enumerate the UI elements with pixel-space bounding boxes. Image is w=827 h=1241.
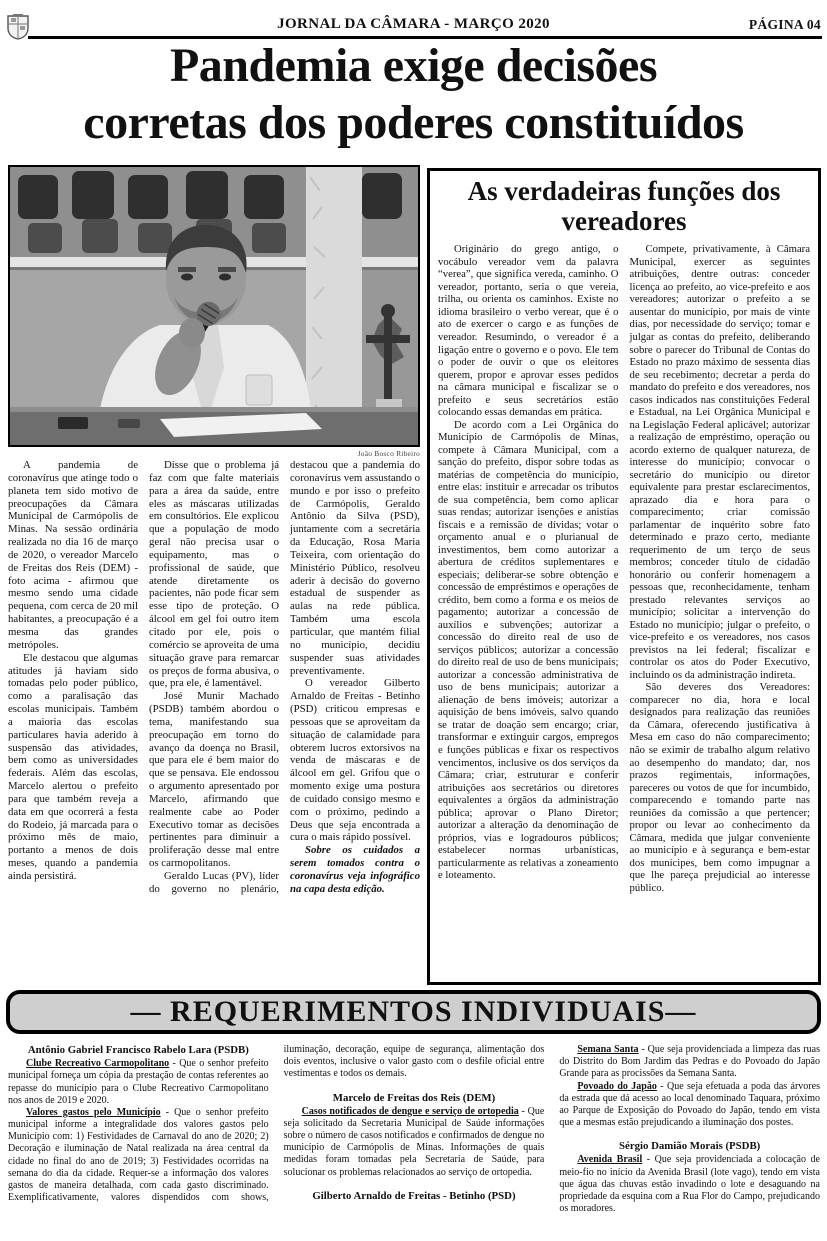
request-item bbox=[559, 1044, 820, 1081]
article-paragraph: A pandemia de coronavírus que atinge todo o planeta tem sido motivo de preocupações da Câmara Municipal de Carmópolis de Minas. Na sessão ordinária realizada no dia 16 de março de 2020, o vereador Marcelo de Freitas dos Reis (DEM) - foto acima - afirmou que mesmo sendo uma cidade pequena, com cerca de 20 mil habitantes, a preocupação é a mesma das grandes metrópoles. bbox=[8, 459, 138, 651]
author-heading: Antônio Gabriel Francisco Rabelo Lara (PSDB) bbox=[27, 1044, 249, 1056]
box-paragraph: Originário do grego antigo, o vocábulo vereador vem da palavra “verea”, que significa vereda, caminho. O vereador, portanto, seria o que vereia, trilha, ou orienta os caminhos. Existe no idioma brasileiro o verbo verear, que é o ato de exercer o cargo e as funções de vereador. Resumindo, o vereador é a ligação entre o governo e o povo. Ele tem o poder de ouvir o que os eleitores querem, propor e aprovar esses pedidos na câmara municipal e fiscalizar se o prefeito e seus secretários estão colocando essas demandas em prática. bbox=[438, 243, 619, 419]
article-paragraph: Geraldo Lucas (PV), líder do governo no plenário, destacou que a pandemia do coronavírus vem assustando o mundo e por isso o prefeito de Carmópolis, Geraldo Antônio da Silva (PSD), juntamente com a secretária da Educação, Rosa Maria Teixeira, com orientação do Ministério Público, resolveu aderir à decisão do governo estadual de suspender as aulas na rede pública. Também uma escola particular, que mantém filial no município, decidiu suspender suas atividades preventivamente. bbox=[149, 459, 420, 895]
request-text: - Que seja providenciada a limpeza das ruas do Distrito do Bom Jardim das Pedras e do Povoado do Japão Grande para as procissões da Semana Santa. bbox=[559, 1044, 820, 1080]
request-title: Semana Santa bbox=[577, 1044, 639, 1055]
request-text: - Que seja efetuada a poda das árvores da estrada que dá acesso ao local denominado Taquara, próximo ao Parque de Exposição do Povoado do Japão, tendo em vista que a mesmas estão prejudicando a iluminação dos postes. bbox=[559, 1080, 820, 1129]
article-paragraph: José Munir Machado (PSDB) também abordou o tema, manifestando sua preocupação em torno do avanço da doença no Brasil, que para ele é bem maior do que se pensava. Ele endossou o argumento apresentado por Marcelo, afirmando que realmente cabe ao Poder Executivo tomar as decisões pertinentes para diminuir a proliferação desse mal entre os carmopolitanos. bbox=[149, 690, 279, 870]
request-title: Povoado do Japão bbox=[577, 1080, 657, 1092]
author-heading: Gilberto Arnaldo de Freitas - Betinho (PSD) bbox=[312, 1189, 516, 1202]
author-heading: Marcelo de Freitas dos Reis (DEM) bbox=[332, 1091, 496, 1104]
request-item bbox=[559, 1081, 820, 1130]
requirements-banner bbox=[6, 990, 821, 1034]
request-text: - Que seja providenciada a colocação de meio-fio no início da Avenida Brasil (lote vago), tendo em vista que água das chuvas estão invadindo o lote e desaguando na propriedade da esquina com a Rua Flor do Campo, prejudicando os moradores. bbox=[559, 1154, 820, 1215]
functions-box-body bbox=[438, 243, 810, 985]
request-text: - Que o senhor prefeito municipal forneça um cópia da prestação de contas referentes ao repasse do município para o Clube Recreativo Carmopolitano nos anos de 2019 e 2020. bbox=[8, 1058, 269, 1106]
headline-line-1: Pandemia exige decisões bbox=[169, 39, 658, 92]
masthead-title: JORNAL DA CÂMARA - MARÇO 2020 bbox=[277, 16, 550, 32]
request-text: - Que o senhor prefeito municipal informe a integralidade dos valores gastos pelo Município com: 1) Festividades de Carnaval do ano de 2020; 2) Decoração e iluminação de Natal realizada na área central da cidade no final do ano de 2019; 3) Festividades ocorridas na semana do dia da cidade. Requer-se a informação dos valores gastos de maneira detalhada, com cada gasto discriminado. Exemplificativamente, valores dispendidos com shows, iluminação, decoração, equipe de segurança, alimentação dos dois eventos, inclusive o valor gasto com o desfile oficial entre vestimentas e todos os demais. bbox=[8, 1044, 545, 1204]
session-photo bbox=[8, 165, 420, 447]
article-paragraph: Disse que o problema já faz com que falte materiais para a área da saúde, entre eles as máscaras utilizadas em consultórios. Ele explicou que a população de modo geral não precisa usar o equipamento, mas o profissional de saúde, que atende diretamente os pacientes, não pode ficar sem esse tipo de proteção. O álcool em gel foi outro item citado por ele, pois o comércio se aproveita de uma situação grave para remarcar os preços de forma abusiva, o que, pra ele, é lamentável. bbox=[149, 459, 279, 690]
requirements-banner-label: — REQUERIMENTOS INDIVIDUAIS— bbox=[130, 995, 697, 1028]
headline-line-2: corretas dos poderes constituídos bbox=[83, 95, 744, 149]
page-number: PÁGINA 04 bbox=[748, 17, 821, 32]
box-paragraph: De acordo com a Lei Orgânica do Município de Carmópolis de Minas, compete à Câmara Municipal, com a sanção do prefeito, dispor sobre todas as matérias de competência do município, entre elas: instituir e arrecadar os tributos de sua competência, bem como aplicar suas rendas; autorizar isenções e anistias fiscais e a remissão de dívidas; votar o orçamento anual e o plurianual de investimentos, bem como autorizar a abertura de créditos suplementares e especiais; deliberar-se sobre obtenção e concessão de empréstimos e operações de crédito, bem como a forma e os meios de pagamento; autorizar a concessão de auxílios e subvenções; autorizar a concessão do direito real de uso de serviços públicos; autorizar a concessão do direito real de uso de bens municipais; autorizar a concessão administrativa de uso de bens municipais; autorizar a alienação de bens imóveis; autorizar a aquisição de bens imóveis, salvo quando se tratar de doação sem encargo; criar, transformar e extinguir cargos, empregos e funções públicas e fixar os respectivos vencimentos, inclusive os dos serviços da Câmara; criar, estruturar e conferir atribuições aos secretários ou diretores equivalentes a órgãos da administração pública; aprovar o Plano Diretor; autorizar a alteração da denominação de próprios, vias e logradouros públicos; estabelecer normas urbanísticas, particularmente as relativas a zoneamento e loteamento. bbox=[438, 418, 619, 882]
request-title: Casos notificados de dengue e serviço de ortopedia bbox=[301, 1105, 519, 1117]
author-heading: Sérgio Damião Morais (PSDB) bbox=[619, 1140, 761, 1153]
box-paragraph: Compete, privativamente, à Câmara Municipal, exercer as seguintes atribuições, dentre outras: conceder licença ao prefeito, ao vice-prefeito e aos vereadores; autorizar o prefeito a se ausentar do município, por mais de vinte dias, por necessidade do serviço; tomar e julgar as contas do prefeito, deliberando sobre o parecer do Tribunal de Contas do Estado no prazo máximo de sessenta dias de seu recebimento; decretar a perda do mandato do prefeito e dos vereadores, nos casos indicados nas constituições Federal e Estadual, na Lei Orgânica Municipal e na Legislação Federal aplicável; autorizar a realização de empréstimo, operação ou acordo externo de qualquer natureza, de interesse do município; convocar o secretário do município ou diretor equivalente para prestar esclarecimentos, aprazado dia e hora para o comparecimento; criar comissão parlamentar de inquérito sobre fato determinado e prazo certo, mediante requerimento de um terço de seus membros; conceder título de cidadão honorário ou conferir homenagem a pessoas que, reconhecidamente, tenham prestado relevantes serviços ao município; solicitar a intervenção do Estado no município; julgar o prefeito, o vice-prefeito e os vereadores, nos casos previstos na lei federal; fiscalizar e controlar os atos do Poder Executivo, incluindo os da administração indireta. bbox=[629, 243, 810, 681]
request-title: Avenida Brasil bbox=[577, 1154, 643, 1166]
request-text: - Que seja solicitado da Secretaria Municipal de Saúde informações sobre o número de casos notificados e confirmados de dengue no município de Carmópolis de Minas. Informações de quais medidas foram tomadas pela Secretaria de Saúde, para solucionar os problemas relacionados ao serviço de ortopedia. bbox=[283, 1105, 545, 1178]
requirements-columns bbox=[8, 1044, 820, 1241]
headline bbox=[0, 38, 827, 151]
request-title: Valores gastos pelo Município bbox=[26, 1106, 161, 1118]
page-header bbox=[0, 0, 827, 40]
request-item bbox=[284, 1106, 545, 1179]
request-item bbox=[8, 1058, 269, 1107]
photo-caption: João Bosco Ribeiro bbox=[357, 449, 420, 458]
main-article bbox=[8, 459, 420, 983]
box-paragraph: São deveres dos Vereadores: comparecer no dia, hora e local designados para realização das reuniões da Câmara, oferecendo justificativa à Mesa em caso do não comparecimento; não se eximir de trabalho algum relativo ao desempenho do mandato; dar, nos prazos regimentais, informações, pareceres ou votos de que for incumbido, comparecendo e tomando parte nas reuniões da comissão a que pertencer; propor ou levar ao conhecimento da Câmara, medida que julgar conveniente ao município e à segurança e bem-estar dos munícipes, bem como impugnar a que lhe pareça prejudicial ao interesse público. bbox=[629, 681, 810, 894]
request-title: Clube Recreativo Carmopolitano bbox=[26, 1058, 170, 1070]
article-closing-note: Sobre os cuidados a serem tomados contra o coronavírus veja infográfico na capa desta edição. bbox=[290, 844, 420, 895]
article-paragraph: O vereador Gilberto Arnaldo de Freitas - Betinho (PSD) criticou empresas e pessoas que se aproveitam da situação de calamidade para obterem lucros extorsivos na venda de máscaras e de álcool em gel. Grifou que o momento exige uma postura de cuidado consigo mesmo e com o próximo, pedindo a Deus que seja encontrada a cura o mais rápido possível. bbox=[290, 677, 420, 844]
functions-box-title: As verdadeiras funções dos vereadores bbox=[467, 176, 781, 236]
functions-box bbox=[427, 168, 821, 985]
photo-illustration bbox=[10, 167, 418, 445]
article-paragraph: Ele destacou que algumas atitudes já haviam sido tomadas pelo poder público, como a paralisação das escolas municipais. Também a maioria das escolas particulares havia aderido à suspensão das atividades, bem como as universidades federais. Além das escolas, Marcelo alertou o prefeito para que também reveja a data em que ocorrerá a festa do Rodeio, já marcada para o próximo mês de maio, portanto a menos de dois meses, quando a pandemia ainda persistirá. bbox=[8, 651, 138, 882]
request-item bbox=[559, 1154, 820, 1215]
